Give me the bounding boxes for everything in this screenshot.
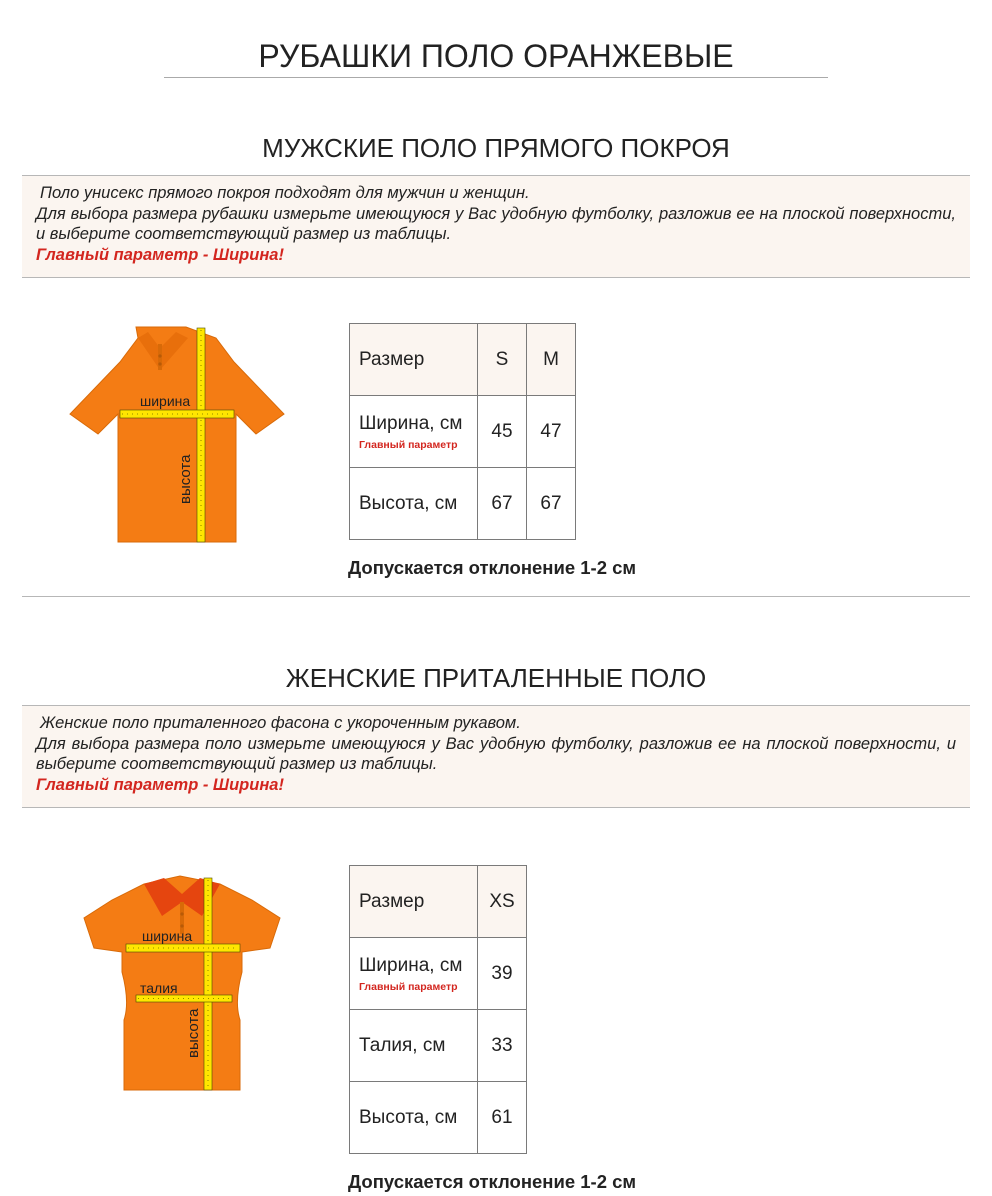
women-info-box	[22, 705, 970, 808]
height-xs: 61	[478, 1082, 527, 1154]
width-row-label-cell	[350, 396, 478, 468]
women-main-param: Главный параметр - Ширина!	[36, 775, 284, 794]
table-row	[350, 468, 576, 540]
women-height-label: высота	[185, 1008, 202, 1058]
men-section-title: МУЖСКИЕ ПОЛО ПРЯМОГО ПОКРОЯ	[262, 133, 730, 163]
size-header-s: S	[478, 324, 527, 396]
title-divider	[164, 77, 828, 78]
women-intro: Женские поло приталенного фасона с укороченным рукавом.	[40, 714, 521, 732]
table-row	[350, 1010, 527, 1082]
width-row-label: Ширина, см	[359, 954, 463, 976]
size-header-m: M	[527, 324, 576, 396]
table-row	[350, 938, 527, 1010]
women-width-label: ширина	[142, 928, 193, 944]
width-m: 47	[527, 396, 576, 468]
main-param-note: Главный параметр	[359, 438, 458, 451]
main-param-note: Главный параметр	[359, 980, 458, 993]
men-instructions: Для выбора размера рубашки измерьте имеющуюся у Вас удобную футболку, разложив ее на плоской поверхности, и выберите соответствующий размер из таблицы.	[36, 204, 956, 243]
men-height-label: высота	[177, 454, 194, 504]
waist-row-label: Талия, см	[350, 1010, 478, 1082]
women-tolerance-note: Допускается отклонение 1-2 см	[348, 1171, 637, 1192]
women-polo-image	[80, 872, 286, 1092]
size-header-xs: XS	[478, 866, 527, 938]
men-info-box	[22, 175, 970, 278]
table-row	[350, 324, 576, 396]
section-divider	[22, 596, 970, 597]
table-row	[350, 1082, 527, 1154]
height-s: 67	[478, 468, 527, 540]
width-row-label: Ширина, см	[359, 412, 463, 434]
width-row-label-cell	[350, 938, 478, 1010]
men-tolerance-note: Допускается отклонение 1-2 см	[348, 557, 637, 578]
size-header-label: Размер	[350, 866, 478, 938]
men-width-label: ширина	[140, 393, 191, 409]
men-polo-image	[66, 322, 288, 546]
height-row-label: Высота, см	[350, 468, 478, 540]
women-waist-label: талия	[140, 980, 178, 996]
table-row	[350, 396, 576, 468]
page-title: РУБАШКИ ПОЛО ОРАНЖЕВЫЕ	[258, 38, 734, 74]
waist-xs: 33	[478, 1010, 527, 1082]
size-header-label: Размер	[350, 324, 478, 396]
men-size-table	[349, 323, 576, 540]
width-xs: 39	[478, 938, 527, 1010]
width-s: 45	[478, 396, 527, 468]
women-section-title: ЖЕНСКИЕ ПРИТАЛЕННЫЕ ПОЛО	[285, 663, 707, 693]
women-instructions: Для выбора размера поло измерьте имеющуюся у Вас удобную футболку, разложив ее на плоской поверхности, и выберите соответствующий размер из таблицы.	[36, 734, 956, 773]
height-row-label: Высота, см	[350, 1082, 478, 1154]
women-size-table	[349, 865, 527, 1154]
men-intro: Поло унисекс прямого покроя подходят для мужчин и женщин.	[40, 184, 530, 202]
men-main-param: Главный параметр - Ширина!	[36, 245, 284, 264]
table-row	[350, 866, 527, 938]
height-m: 67	[527, 468, 576, 540]
